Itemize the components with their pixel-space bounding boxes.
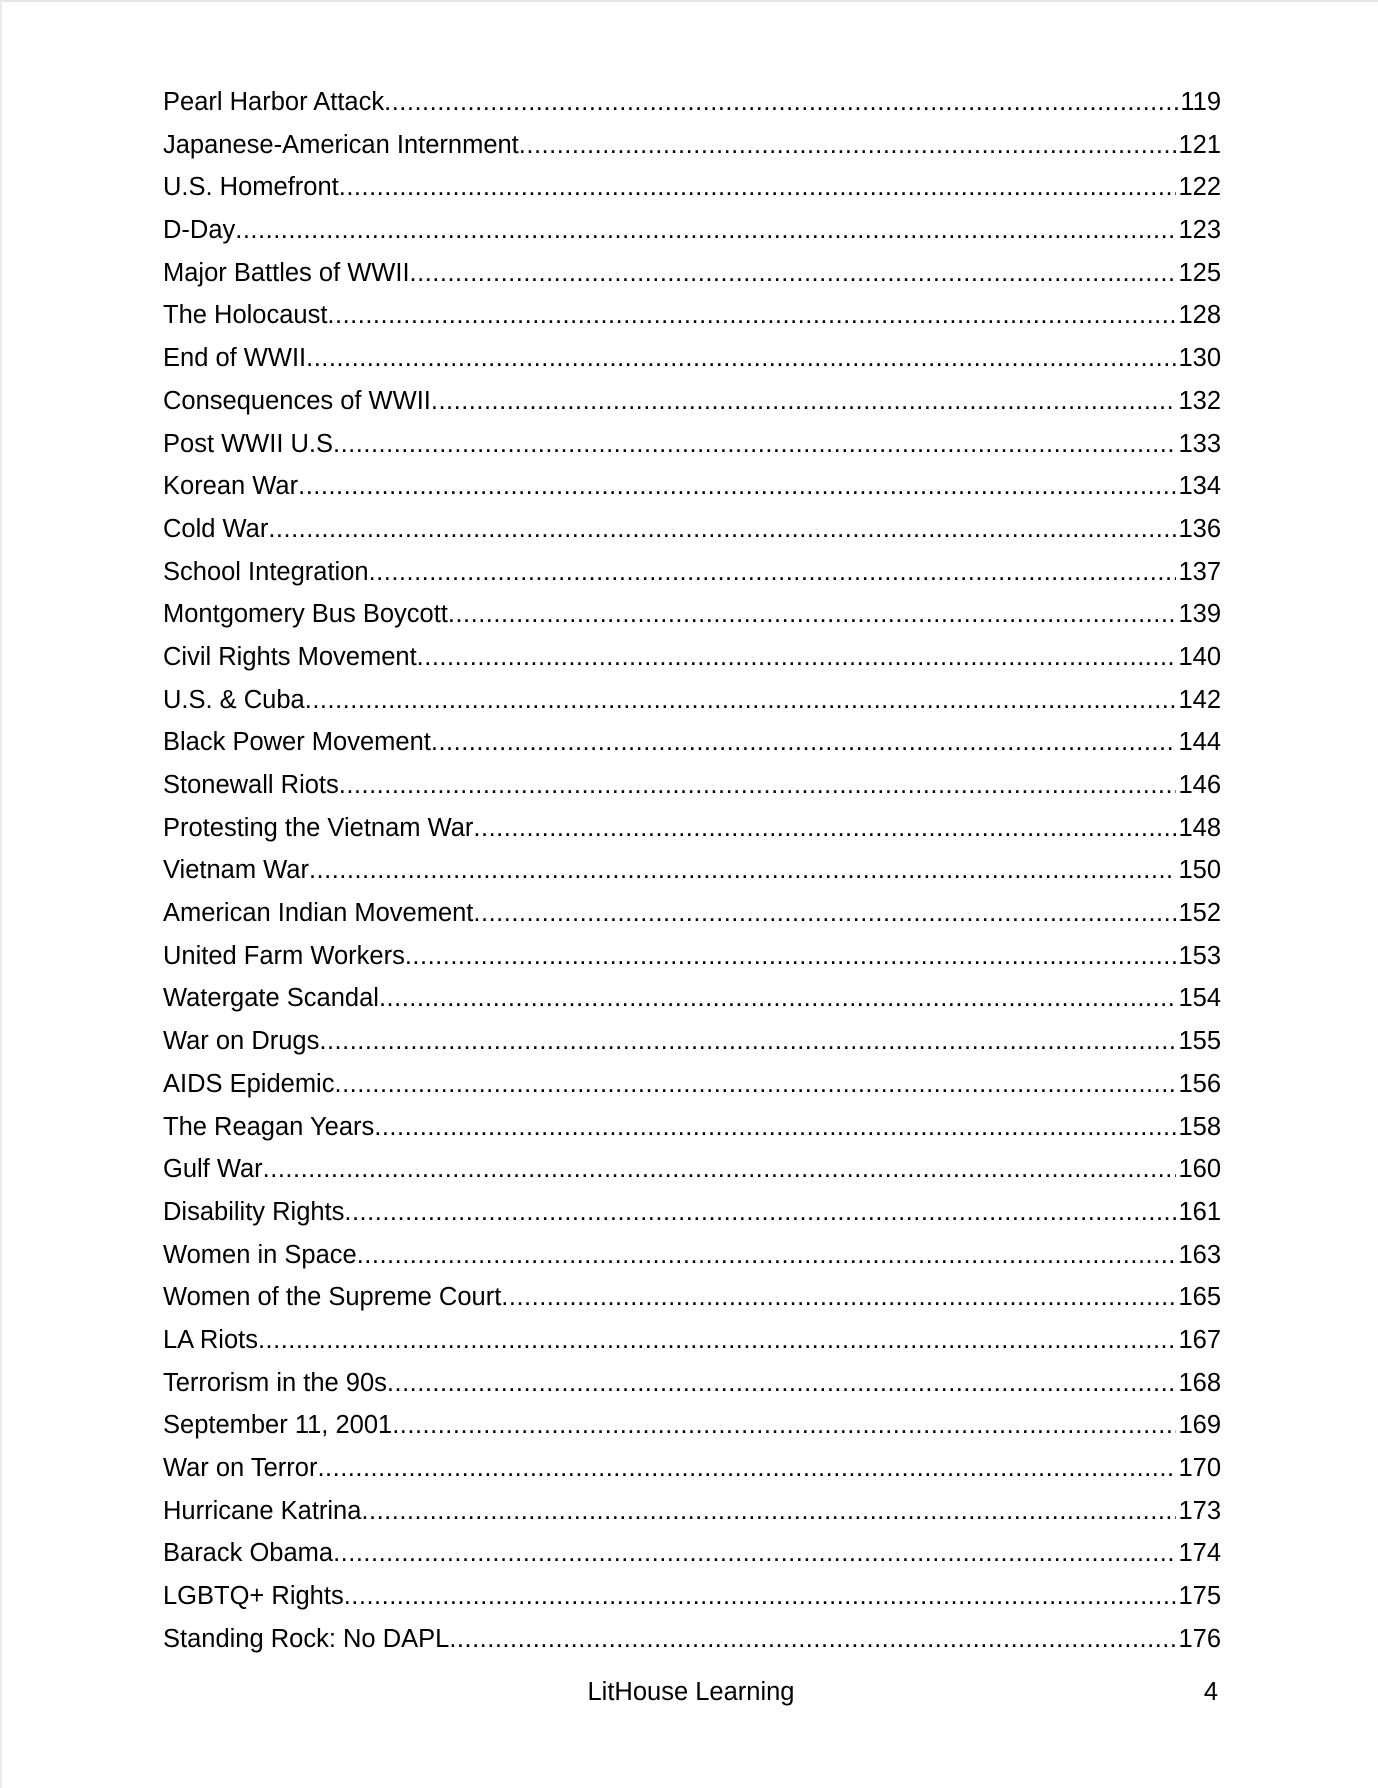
dot-leader bbox=[327, 301, 1176, 330]
toc-entry-page-number: 153 bbox=[1178, 941, 1221, 970]
toc-entry[interactable] bbox=[163, 728, 1221, 771]
dot-leader bbox=[431, 728, 1177, 757]
toc-entry-title: Post WWII U.S bbox=[163, 429, 334, 458]
toc-entry-page-number: 175 bbox=[1178, 1582, 1221, 1611]
toc-entry-page-number: 125 bbox=[1178, 258, 1221, 287]
toc-entry[interactable] bbox=[163, 1155, 1221, 1198]
dot-leader bbox=[309, 856, 1176, 885]
dot-leader bbox=[333, 430, 1176, 459]
dot-leader bbox=[449, 1625, 1176, 1654]
toc-entry-title: Stonewall Riots bbox=[163, 771, 339, 799]
toc-entry-page-number: 144 bbox=[1178, 728, 1221, 757]
toc-entry[interactable] bbox=[163, 814, 1221, 857]
toc-entry[interactable] bbox=[163, 131, 1221, 174]
toc-entry-title: Consequences of WWII bbox=[163, 386, 431, 415]
dot-leader bbox=[298, 472, 1176, 501]
dot-leader bbox=[339, 771, 1177, 800]
toc-entry[interactable] bbox=[163, 1326, 1221, 1369]
toc-entry-page-number: 119 bbox=[1180, 88, 1221, 116]
toc-entry-title: Women in Space bbox=[163, 1240, 357, 1269]
toc-entry[interactable] bbox=[163, 1241, 1221, 1284]
dot-leader bbox=[473, 899, 1176, 928]
dot-leader bbox=[501, 1283, 1176, 1312]
toc-entry-title: Civil Rights Movement bbox=[163, 642, 417, 671]
dot-leader bbox=[519, 131, 1177, 160]
dot-leader bbox=[258, 1326, 1176, 1355]
toc-entry-page-number: 136 bbox=[1178, 514, 1221, 543]
toc-entry-title: September 11, 2001 bbox=[163, 1411, 393, 1440]
dot-leader bbox=[263, 1155, 1177, 1184]
toc-entry[interactable] bbox=[163, 472, 1221, 515]
toc-entry-page-number: 167 bbox=[1178, 1325, 1221, 1354]
toc-entry[interactable] bbox=[163, 387, 1221, 430]
toc-entry-title: AIDS Epidemic bbox=[163, 1069, 335, 1098]
dot-leader bbox=[235, 216, 1176, 245]
toc-entry-title: Disability Rights bbox=[163, 1197, 345, 1226]
dot-leader bbox=[410, 259, 1177, 288]
dot-leader bbox=[333, 1539, 1176, 1568]
toc-entry-title: Korean War bbox=[163, 472, 299, 501]
dot-leader bbox=[305, 686, 1177, 715]
dot-leader bbox=[405, 942, 1177, 971]
toc-entry[interactable] bbox=[163, 1283, 1221, 1326]
toc-entry-title: Protesting the Vietnam War bbox=[163, 813, 474, 842]
toc-entry[interactable] bbox=[163, 1070, 1221, 1113]
dot-leader bbox=[344, 1582, 1177, 1611]
toc-entry-page-number: 140 bbox=[1178, 642, 1221, 671]
toc-entry-page-number: 165 bbox=[1178, 1283, 1221, 1312]
toc-entry-title: U.S. Homefront bbox=[163, 173, 339, 202]
toc-entry-title: Cold War bbox=[163, 514, 269, 543]
toc-entry-page-number: 148 bbox=[1178, 813, 1221, 842]
toc-entry-title: Vietnam War bbox=[163, 856, 309, 885]
toc-entry-title: End of WWII bbox=[163, 344, 307, 373]
dot-leader bbox=[379, 984, 1177, 1013]
toc-entry-title: U.S. & Cuba bbox=[163, 685, 305, 714]
toc-entry-page-number: 173 bbox=[1178, 1496, 1221, 1525]
toc-entry[interactable] bbox=[163, 1497, 1221, 1540]
dot-leader bbox=[357, 1241, 1177, 1270]
dot-leader bbox=[417, 643, 1177, 672]
toc-entry[interactable] bbox=[163, 430, 1221, 473]
toc-entry[interactable] bbox=[163, 1027, 1221, 1070]
toc-entry-page-number: 161 bbox=[1178, 1197, 1221, 1226]
toc-entry-title: Standing Rock: No DAPL bbox=[163, 1624, 450, 1653]
toc-entry-page-number: 152 bbox=[1178, 899, 1221, 928]
dot-leader bbox=[319, 1027, 1176, 1056]
toc-entry[interactable] bbox=[163, 88, 1221, 131]
footer-page-number: 4 bbox=[1203, 1678, 1218, 1706]
toc-entry-page-number: 174 bbox=[1178, 1539, 1221, 1568]
toc-entry-title: Hurricane Katrina bbox=[163, 1496, 362, 1525]
dot-leader bbox=[384, 88, 1178, 117]
toc-entry-title: Watergate Scandal bbox=[163, 984, 379, 1013]
toc-entry[interactable] bbox=[163, 1113, 1221, 1156]
toc-entry-page-number: 176 bbox=[1178, 1624, 1221, 1653]
toc-entry-title: Barack Obama bbox=[163, 1539, 334, 1568]
toc-entry[interactable] bbox=[163, 984, 1221, 1027]
toc-entry-page-number: 123 bbox=[1178, 216, 1221, 245]
toc-entry[interactable] bbox=[163, 643, 1221, 686]
toc-entry[interactable] bbox=[163, 344, 1221, 387]
toc-entry[interactable] bbox=[163, 301, 1221, 344]
toc-entry-page-number: 163 bbox=[1178, 1240, 1221, 1269]
dot-leader bbox=[306, 344, 1176, 373]
toc-entry[interactable] bbox=[163, 1539, 1221, 1582]
toc-entry-title: D-Day bbox=[163, 216, 236, 245]
toc-entry-title: Major Battles of WWII bbox=[163, 258, 410, 287]
toc-entry-title: Montgomery Bus Boycott bbox=[163, 600, 448, 629]
toc-entry[interactable] bbox=[163, 1582, 1221, 1625]
toc-entry-page-number: 142 bbox=[1178, 685, 1221, 714]
toc-entry-title: The Holocaust bbox=[163, 301, 328, 330]
toc-entry[interactable] bbox=[163, 216, 1221, 259]
toc-entry-page-number: 130 bbox=[1178, 344, 1221, 373]
toc-entry[interactable] bbox=[163, 1454, 1221, 1497]
dot-leader bbox=[339, 173, 1177, 202]
table-of-contents bbox=[163, 88, 1221, 1667]
toc-entry-title: LGBTQ+ Rights bbox=[163, 1582, 344, 1611]
toc-entry-page-number: 154 bbox=[1178, 984, 1221, 1013]
toc-entry-page-number: 170 bbox=[1178, 1454, 1221, 1482]
toc-entry-page-number: 160 bbox=[1178, 1155, 1221, 1184]
toc-entry[interactable] bbox=[163, 856, 1221, 899]
toc-entry-title: War on Terror bbox=[163, 1454, 318, 1482]
toc-entry-title: War on Drugs bbox=[163, 1027, 320, 1056]
toc-entry-page-number: 168 bbox=[1178, 1368, 1221, 1397]
toc-entry-page-number: 139 bbox=[1178, 600, 1221, 629]
toc-entry-page-number: 132 bbox=[1178, 386, 1221, 415]
dot-leader bbox=[334, 1070, 1176, 1099]
toc-entry[interactable] bbox=[163, 173, 1221, 216]
toc-entry-page-number: 122 bbox=[1178, 173, 1221, 202]
toc-entry-title: Gulf War bbox=[163, 1155, 263, 1184]
toc-entry[interactable] bbox=[163, 1198, 1221, 1241]
toc-entry[interactable] bbox=[163, 771, 1221, 814]
dot-leader bbox=[268, 515, 1176, 544]
toc-entry-page-number: 133 bbox=[1178, 429, 1221, 458]
toc-entry-page-number: 128 bbox=[1178, 301, 1221, 330]
toc-entry-title: Japanese-American Internment bbox=[163, 130, 519, 159]
toc-entry-page-number: 121 bbox=[1178, 130, 1221, 159]
dot-leader bbox=[448, 600, 1177, 629]
toc-entry-title: The Reagan Years bbox=[163, 1112, 375, 1141]
dot-leader bbox=[361, 1497, 1176, 1526]
toc-entry[interactable] bbox=[163, 259, 1221, 302]
toc-entry-page-number: 156 bbox=[1178, 1069, 1221, 1098]
dot-leader bbox=[374, 1113, 1176, 1142]
toc-entry-title: LA Riots bbox=[163, 1325, 258, 1354]
toc-entry-page-number: 155 bbox=[1178, 1027, 1221, 1056]
toc-entry[interactable] bbox=[163, 1411, 1221, 1454]
toc-entry-title: Women of the Supreme Court bbox=[163, 1283, 502, 1312]
dot-leader bbox=[473, 814, 1176, 843]
toc-entry[interactable] bbox=[163, 1625, 1221, 1668]
toc-entry-title: Pearl Harbor Attack bbox=[163, 88, 385, 116]
toc-entry[interactable] bbox=[163, 1369, 1221, 1412]
toc-entry-page-number: 169 bbox=[1178, 1411, 1221, 1440]
toc-entry[interactable] bbox=[163, 942, 1221, 985]
dot-leader bbox=[387, 1369, 1177, 1398]
toc-entry-title: Black Power Movement bbox=[163, 728, 431, 757]
toc-entry-page-number: 137 bbox=[1178, 557, 1221, 586]
toc-entry[interactable] bbox=[163, 600, 1221, 643]
toc-entry-title: United Farm Workers bbox=[163, 941, 405, 970]
toc-entry[interactable] bbox=[163, 558, 1221, 601]
toc-entry-page-number: 134 bbox=[1178, 472, 1221, 501]
dot-leader bbox=[317, 1454, 1176, 1483]
toc-entry[interactable] bbox=[163, 899, 1221, 942]
toc-entry[interactable] bbox=[163, 515, 1221, 558]
toc-entry-title: School Integration bbox=[163, 557, 369, 586]
toc-entry-page-number: 146 bbox=[1178, 771, 1221, 799]
toc-entry[interactable] bbox=[163, 686, 1221, 729]
dot-leader bbox=[392, 1411, 1176, 1440]
toc-entry-title: American Indian Movement bbox=[163, 899, 474, 928]
toc-entry-page-number: 150 bbox=[1178, 856, 1221, 885]
dot-leader bbox=[369, 558, 1177, 587]
toc-entry-page-number: 158 bbox=[1178, 1112, 1221, 1141]
toc-entry-title: Terrorism in the 90s bbox=[163, 1368, 387, 1397]
footer-publisher: LitHouse Learning bbox=[587, 1678, 795, 1706]
dot-leader bbox=[431, 387, 1177, 416]
dot-leader bbox=[344, 1198, 1176, 1227]
